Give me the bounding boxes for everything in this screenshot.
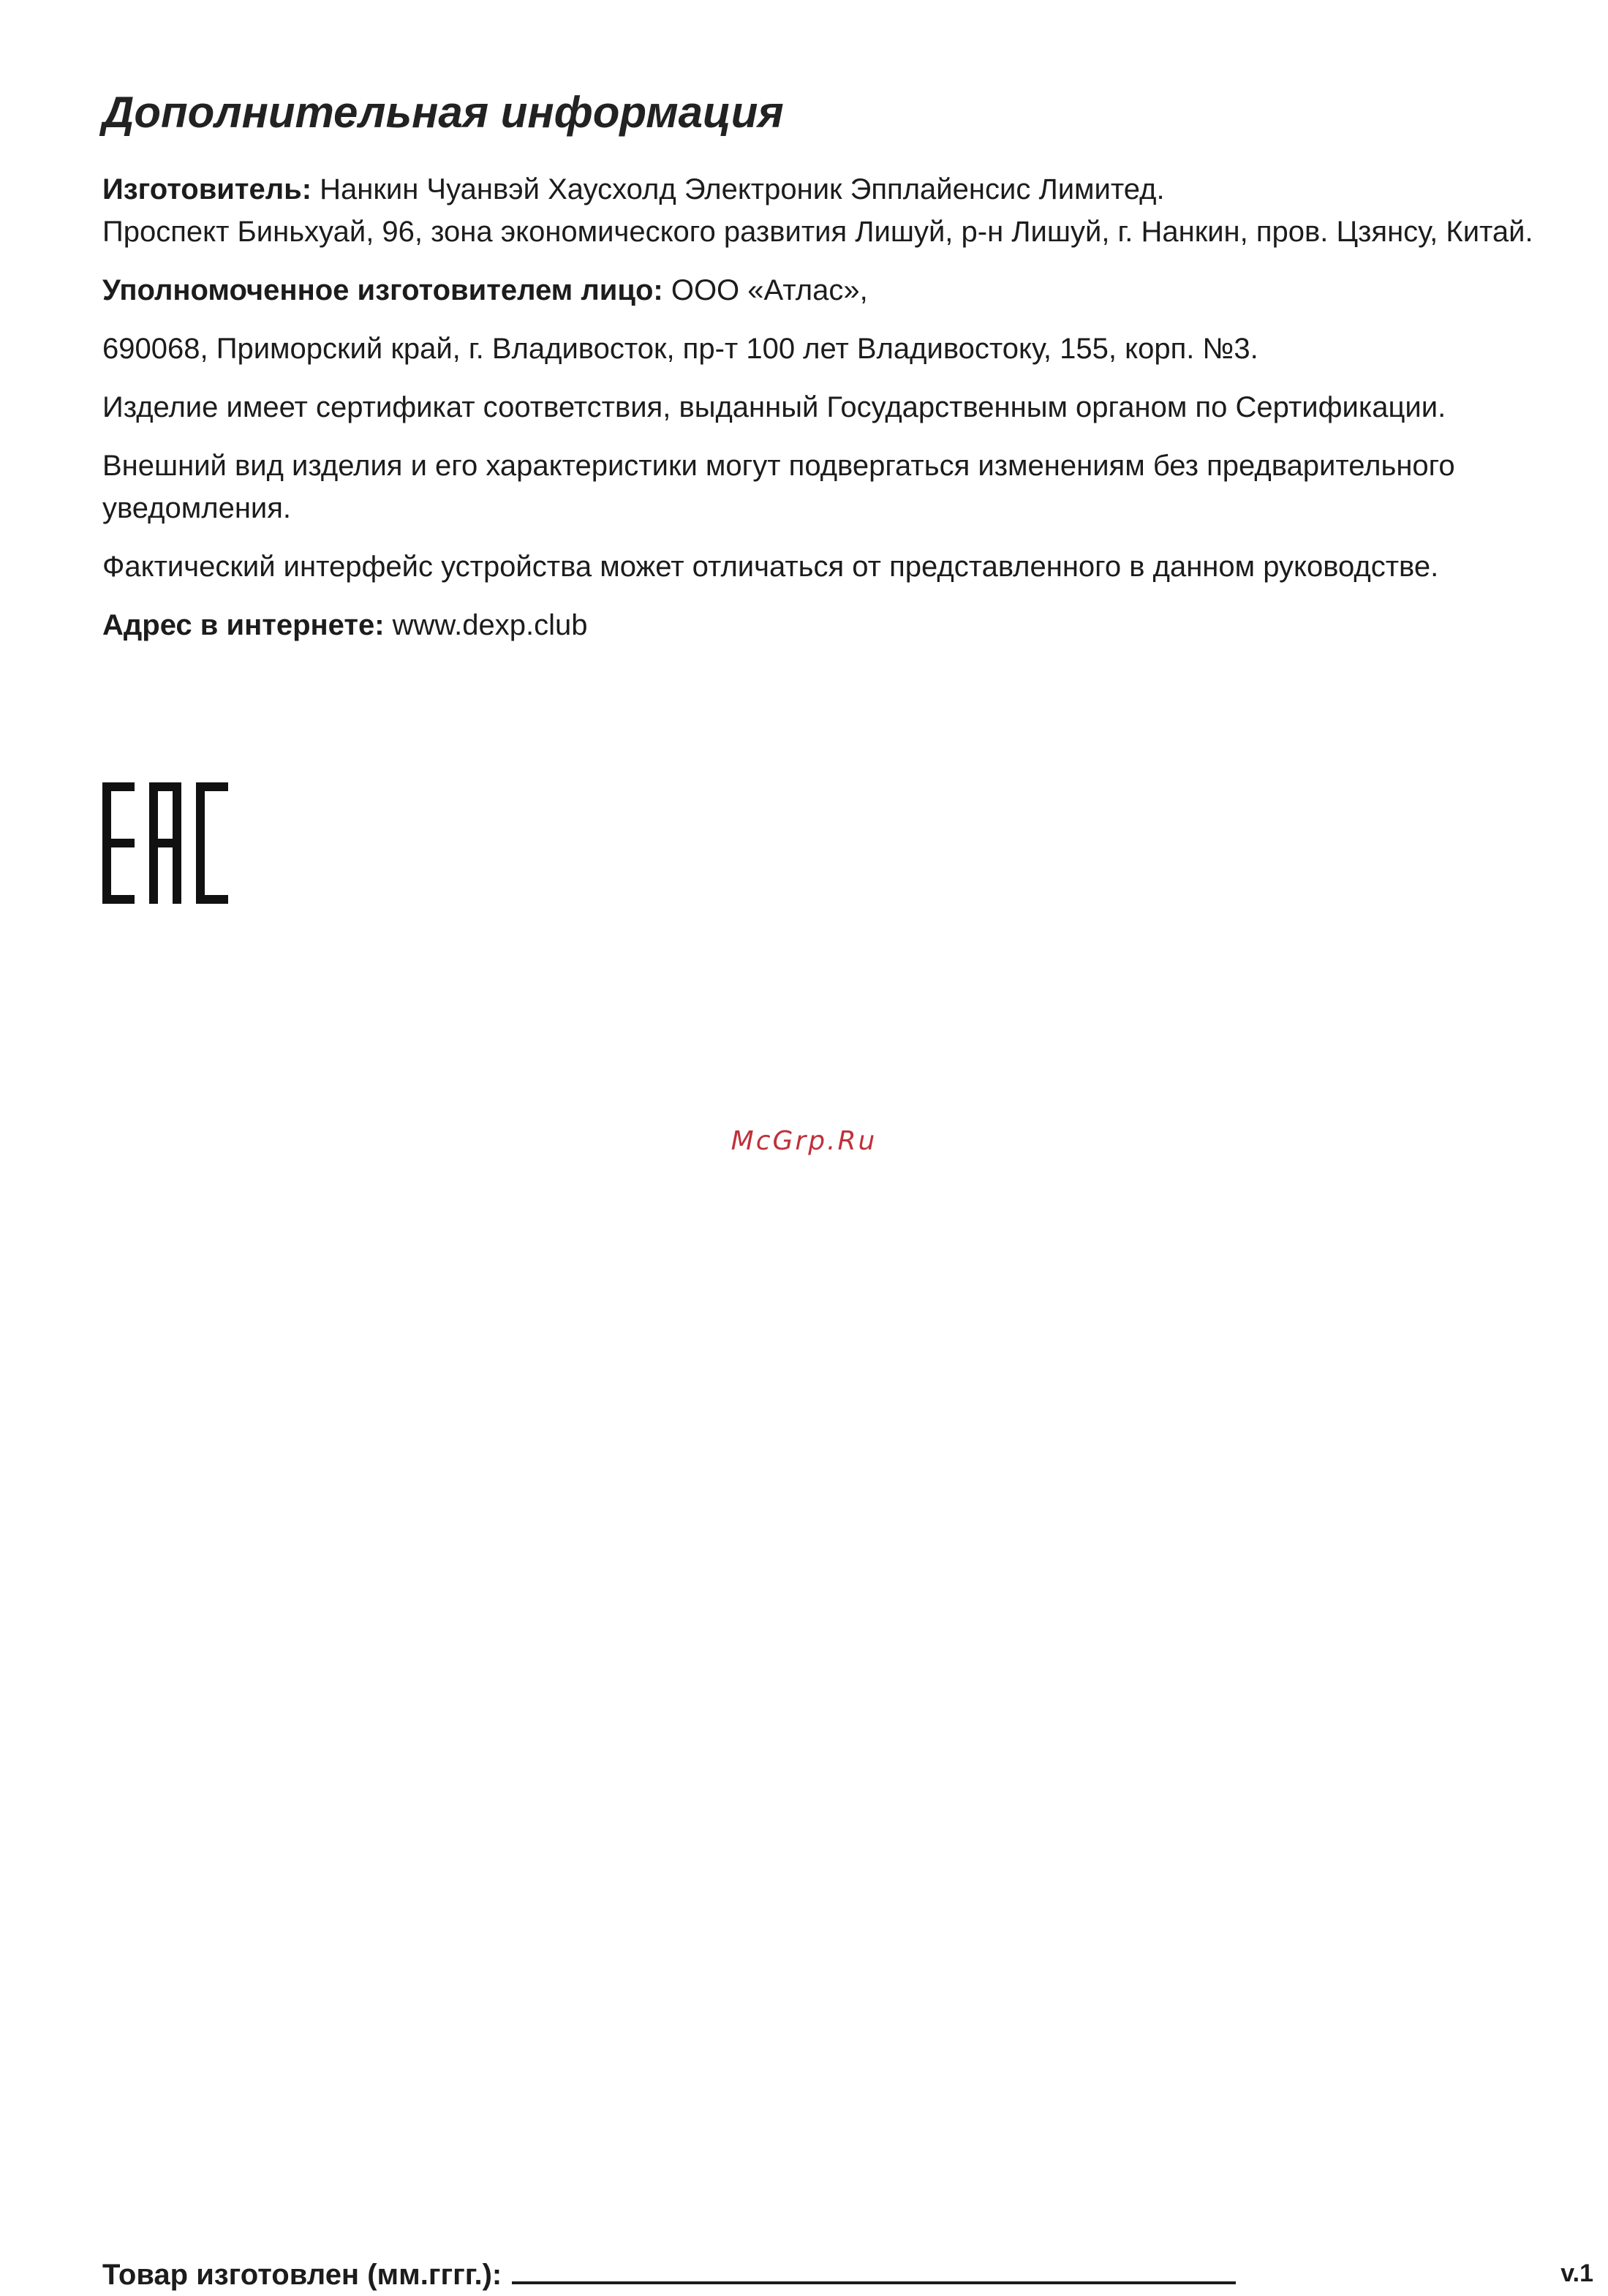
manufacturer-address: Проспект Биньхуай, 96, зона экономического развития Лишуй, р-н Лишуй, г. Нанкин, пров. Цзянсу, Китай. <box>102 216 1533 248</box>
website-block <box>102 604 1594 646</box>
manufacturer-block <box>102 168 1594 253</box>
production-date-label: Товар изготовлен (мм.гггг.): <box>102 2259 502 2291</box>
watermark: McGrp.Ru <box>731 1126 877 1156</box>
page-title: Дополнительная информация <box>102 88 784 137</box>
authorized-name: ООО «Атлас», <box>663 274 868 306</box>
website-label: Адрес в интернете: <box>102 609 385 641</box>
interface-notice: Фактический интерфейс устройства может отличаться от представленного в данном руководстве. <box>102 551 1439 583</box>
eac-mark-icon <box>102 782 228 904</box>
authorized-block <box>102 269 1594 311</box>
manufacturer-label: Изготовитель: <box>102 173 312 205</box>
manufacturer-name: Нанкин Чуанвэй Хаусхолд Электроник Эпплайенсис Лимитед. <box>312 173 1165 205</box>
document-body <box>102 86 1594 662</box>
authorized-label: Уполномоченное изготовителем лицо: <box>102 274 663 306</box>
certificate-text: Изделие имеет сертификат соответствия, выданный Государственным органом по Сертификации. <box>102 391 1446 423</box>
authorized-address: 690068, Приморский край, г. Владивосток, пр-т 100 лет Владивостоку, 155, корп. №3. <box>102 333 1258 365</box>
production-date-line <box>102 2252 1236 2296</box>
production-date-blank[interactable] <box>512 2252 1236 2284</box>
website-url[interactable]: www.dexp.club <box>384 609 588 641</box>
version-label: v.1 <box>1560 2259 1593 2287</box>
change-notice: Внешний вид изделия и его характеристики могут подвергаться изменениям без предварительного уведомления. <box>102 450 1455 524</box>
